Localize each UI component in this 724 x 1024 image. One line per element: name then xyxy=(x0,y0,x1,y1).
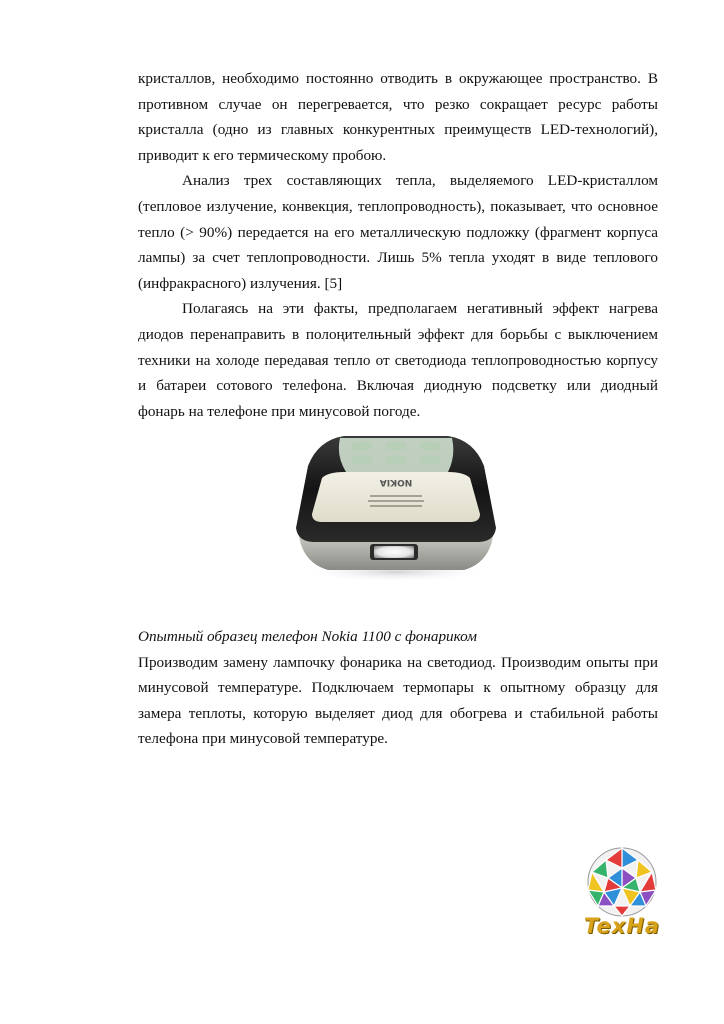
paragraph-heat-analysis: Анализ трех составляющих тепла, выделяемого LED-кристаллом (тепловое излучение, конвекция, теплопроводность), показывает, что основное тепло (> 90%) передается на его металлическую подложку (фрагмент корпуса лампы) за счет теплопроводности. Лишь 5% тепла уходят в виде теплового (инфракрасного) излучения. [5] xyxy=(138,172,658,292)
phone-photo xyxy=(288,432,504,584)
figure-caption: Опытный образец телефон Nokia 1100 с фонариком xyxy=(138,628,477,645)
geodesic-sphere-icon xyxy=(572,846,672,922)
body-text-bottom xyxy=(138,624,658,752)
paragraph-experiment: Производим замену лампочку фонарика на светодиод. Производим опыты при минусовой температуре. Подключаем термопары к опытному образцу для замера теплоты, которую выделяет диод для обогрева и стабильной работы телефона при минусовой температуре. xyxy=(138,653,658,748)
flashlight-led xyxy=(374,546,414,558)
paragraph-hypothesis: Полагаясь на эти факты, предполагаем негативный эффект нагрева диодов перенаправить в полоңителњный эффект для борьбы с выключением техники на холоде передавая тепло от светодиода теплопроводностью корпусу и батареи сотового телефона. Включая диодную подсветку или диодный фонарь на телефоне при минусовой погоде. xyxy=(138,300,658,420)
nokia-phone-image xyxy=(288,432,504,584)
paragraph-continuation: кристаллов, необходимо постоянно отводить в окружающее пространство. В противном случае он перегревается, что резко сокращает ресурс работы кристалла (одно из главных конкурентных преимуществ LED-технологий), приводит к его термическому пробою. xyxy=(138,70,658,164)
nokia-brand-text: NOKIA xyxy=(379,477,413,487)
texna-logo xyxy=(572,846,672,946)
logo-text: TexHa xyxy=(583,914,661,938)
body-text-top xyxy=(138,66,658,424)
